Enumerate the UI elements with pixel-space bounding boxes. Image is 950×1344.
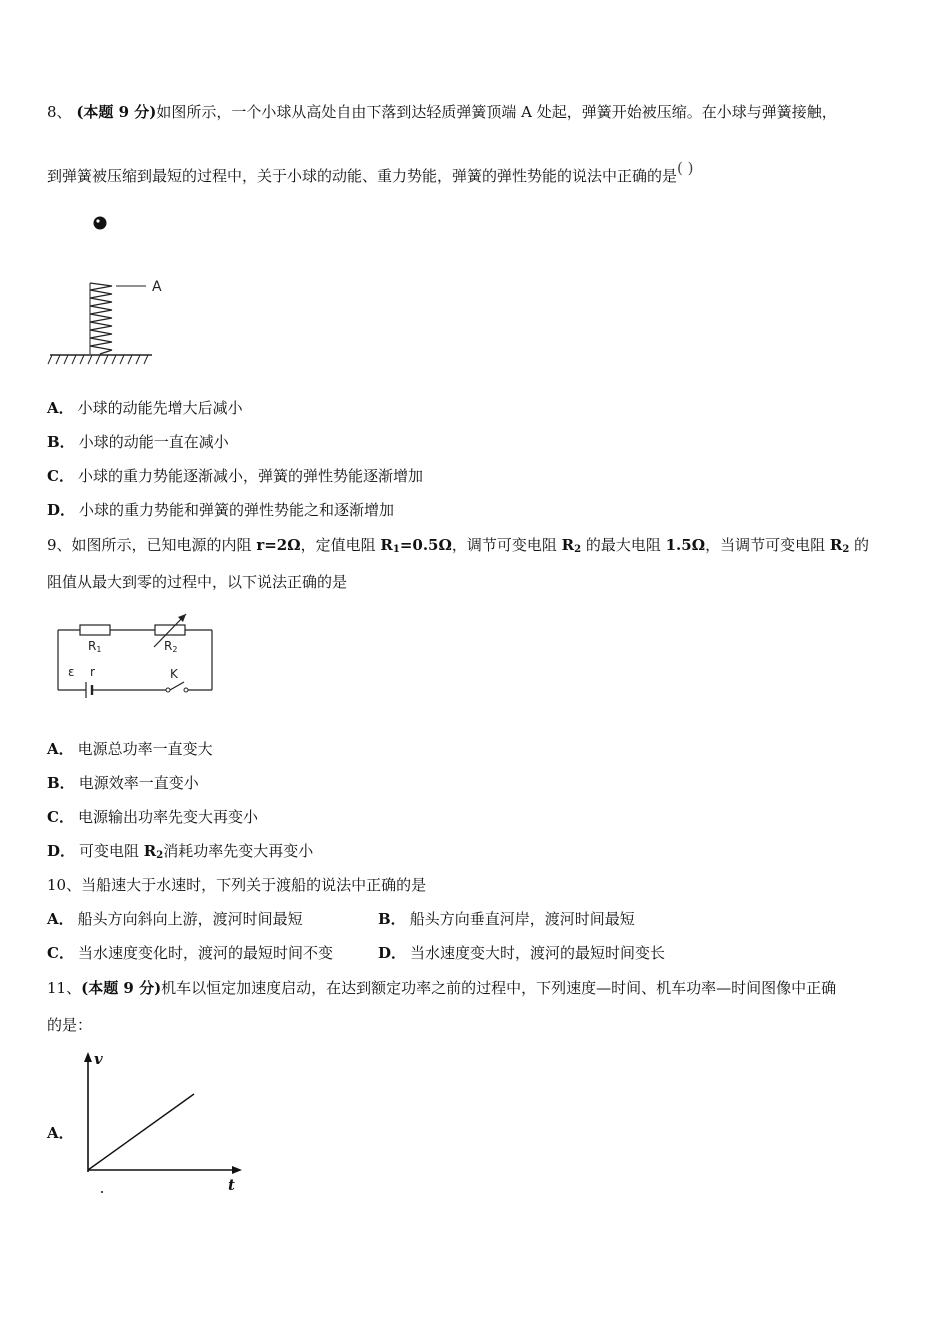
q8-option-a-label: A．	[47, 399, 74, 417]
q11-stem-line1	[47, 978, 836, 998]
q8-number: 8、	[47, 103, 72, 121]
q11-stem-text2: 的是：	[47, 1016, 93, 1034]
q11-option-a[interactable]	[47, 1123, 78, 1143]
graph-x-label: t	[228, 1176, 235, 1194]
q8-stem-line1	[47, 102, 837, 122]
q9-option-a-label: A．	[47, 740, 74, 758]
q9-text-e: ，当调节可变电阻	[705, 536, 830, 554]
circuit-k-label: K	[170, 667, 178, 681]
q10-option-a-text: 船头方向斜向上游，渡河时间最短	[77, 910, 303, 928]
q9-stem-line1	[47, 535, 869, 560]
q8-option-d[interactable]	[47, 500, 394, 520]
q9-r-value: r=2Ω	[256, 536, 301, 554]
q10-option-c-text: 当水速度变化时，渡河的最短时间不变	[77, 944, 333, 962]
q9-text-a: 如图所示，已知电源的内阻	[71, 536, 257, 554]
q9-option-b-text: 电源效率一直变小	[78, 774, 199, 792]
q8-option-a-text: 小球的动能先增大后减小	[77, 399, 243, 417]
q11-score-tag: (本题 9 分)	[81, 979, 162, 997]
q11-option-a-label: A．	[47, 1124, 74, 1142]
graph-y-label: v	[94, 1050, 103, 1068]
q10-option-b-label: B．	[378, 910, 406, 928]
q8-option-b-label: B．	[47, 433, 75, 451]
q8-option-b-text: 小球的动能一直在减小	[78, 433, 229, 451]
circuit-r-label: r	[90, 665, 95, 679]
q10-option-a[interactable]	[47, 909, 303, 929]
q9-r2b-symbol: $R_2$	[829, 536, 850, 555]
q9-option-b-label: B．	[47, 774, 75, 792]
q8-stem-text2: 到弹簧被压缩到最短的过程中，关于小球的动能、重力势能，弹簧的弹性势能的说法中正确的是	[47, 167, 678, 185]
q10-option-b-text: 船头方向垂直河岸，渡河时间最短	[409, 910, 635, 928]
ball-icon	[94, 217, 107, 230]
q10-option-d-text: 当水速度变大时，渡河的最短时间变长	[410, 944, 666, 962]
q8-option-a[interactable]	[47, 398, 243, 418]
q9-option-a-text: 电源总功率一直变大	[77, 740, 213, 758]
q10-option-d-label: D．	[378, 944, 407, 962]
q9-option-a[interactable]	[47, 739, 213, 759]
q11-vt-graph	[78, 1050, 253, 1200]
q9-r2-max: 1.5Ω	[665, 536, 706, 554]
switch-k-icon	[170, 682, 184, 690]
q9-stem-text2: 阻值从最大到零的过程中，以下说法正确的是	[47, 573, 348, 591]
q9-circuit-figure	[52, 618, 222, 703]
q10-option-d[interactable]	[378, 943, 665, 963]
q10-option-c-label: C．	[47, 944, 74, 962]
q9-text-d: 的最大电阻	[581, 536, 666, 554]
q8-answer-paren: ( )	[677, 159, 694, 177]
resistor-r1-icon	[80, 625, 110, 635]
q8-stem-text1: 如图所示，一个小球从高处自由下落到达轻质弹簧顶端 A 处起，弹簧开始被压缩。在小球与弹簧接触，	[156, 103, 837, 121]
q8-option-c[interactable]	[47, 466, 423, 486]
q8-option-c-label: C．	[47, 467, 74, 485]
spring-top-label: A	[152, 279, 162, 295]
q9-option-d-text-a: 可变电阻	[79, 842, 144, 860]
circuit-r2-label: R2	[164, 639, 178, 654]
q9-option-b[interactable]	[47, 773, 199, 793]
q9-text-f: 的	[849, 536, 870, 554]
q11-stem-line2	[47, 1015, 92, 1035]
circuit-r1-label: R1	[88, 639, 102, 654]
q8-option-d-label: D．	[47, 501, 76, 519]
q9-text-b: ，定值电阻	[300, 536, 381, 554]
graph-velocity-line	[88, 1094, 194, 1170]
q9-stem-line2	[47, 572, 347, 592]
q8-stem-line2	[47, 159, 694, 186]
q9-option-d[interactable]	[47, 841, 313, 866]
q10-option-c[interactable]	[47, 943, 333, 963]
q8-option-d-text: 小球的重力势能和弹簧的弹性势能之和逐渐增加	[79, 501, 395, 519]
q10-option-b[interactable]	[378, 909, 635, 929]
q10-number: 10、	[47, 876, 82, 894]
q9-option-c[interactable]	[47, 807, 258, 827]
q9-r2-symbol: $R_2$	[561, 536, 582, 555]
q8-option-c-text: 小球的重力势能逐渐减小，弹簧的弹性势能逐渐增加	[77, 467, 423, 485]
q9-number: 9、	[47, 536, 72, 554]
q8-option-b[interactable]	[47, 432, 229, 452]
q11-number: 11、	[47, 979, 82, 997]
q11-stem-text1: 机车以恒定加速度启动，在达到额定功率之前的过程中，下列速度—时间、机车功率—时间图像中正确	[161, 979, 837, 997]
q9-option-d-symbol: $R_2$	[143, 842, 164, 861]
q10-stem	[47, 875, 426, 895]
q10-stem-text: 当船速大于水速时，下列关于渡船的说法中正确的是	[81, 876, 427, 894]
q8-spring-figure	[48, 210, 178, 370]
q10-option-a-label: A．	[47, 910, 74, 928]
circuit-emf-label: ε	[68, 665, 75, 679]
q9-option-c-text: 电源输出功率先变大再变小	[77, 808, 258, 826]
q9-r1-symbol: $R_1=0.5\Omega$	[380, 536, 452, 555]
q9-option-c-label: C．	[47, 808, 74, 826]
q9-text-c: ，调节可变电阻	[451, 536, 562, 554]
spring-icon	[90, 283, 112, 354]
q9-option-d-label: D．	[47, 842, 76, 860]
q8-score-tag: (本题 9 分)	[76, 103, 157, 121]
q9-option-d-text-b: 消耗功率先变大再变小	[163, 842, 314, 860]
